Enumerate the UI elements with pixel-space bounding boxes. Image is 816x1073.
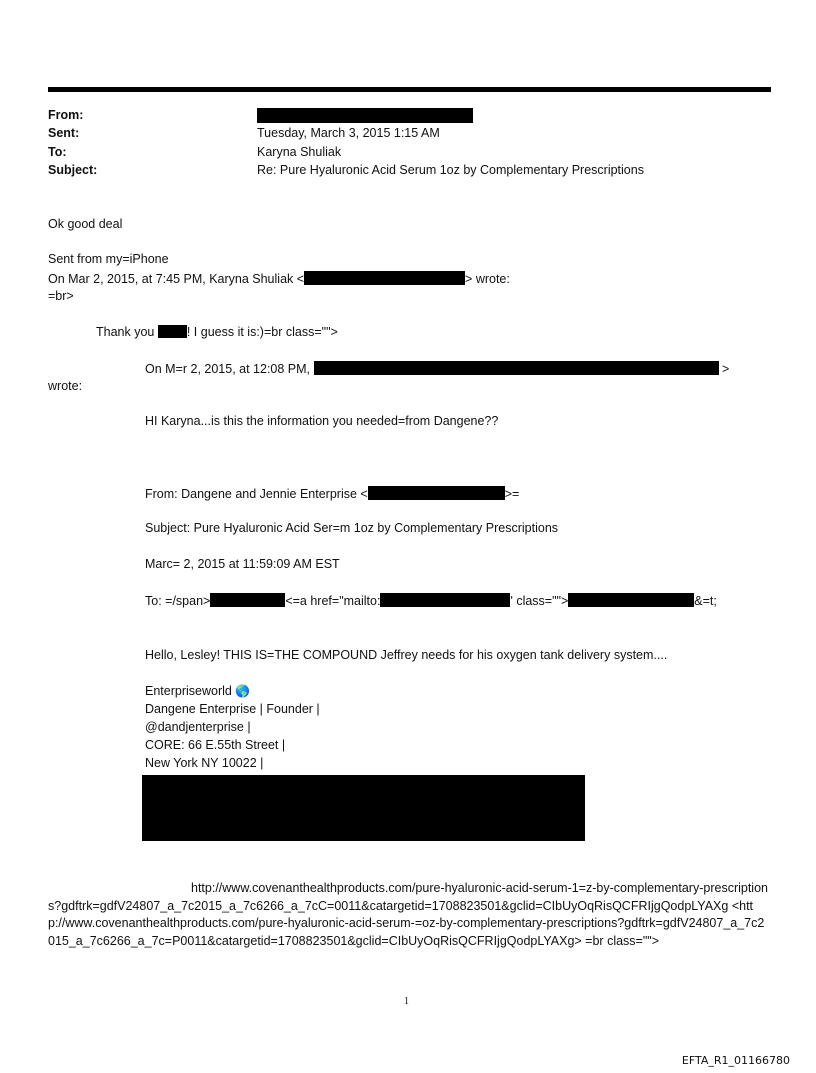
sent-value: Tuesday, March 3, 2015 1:15 AM (257, 126, 440, 140)
fwd-from-line (145, 486, 519, 501)
hello-line: Hello, Lesley! THIS IS=THE COMPOUND Jeffrey needs for his oxygen tank delivery system.... (145, 648, 668, 662)
fwd-date-line: Marc= 2, 2015 at 11:59:09 AM EST (145, 557, 340, 571)
redaction-dangene-email (368, 486, 505, 500)
signature-line-5: New York NY 10022 | (145, 756, 264, 770)
sent-from-line: Sent from my=iPhone (48, 252, 169, 266)
from-label: From: (48, 108, 84, 122)
br-line: =br> (48, 289, 74, 303)
to-value: Karyna Shuliak (257, 145, 342, 159)
header-rule (48, 87, 771, 92)
fwd-to-mid2: ' class=""> (510, 594, 569, 608)
fwd-to-mid1: <=a href="mailto: (285, 594, 381, 608)
wrote-line: wrote: (48, 379, 83, 393)
subject-label: Subject: (48, 163, 98, 177)
thanks-line (96, 325, 338, 339)
page-number: 1 (404, 996, 409, 1007)
document-id: EFTA_R1_01166780 (681, 1054, 790, 1067)
redaction-karyna-email (304, 271, 465, 285)
fwd-from-end: >= (504, 487, 520, 501)
fwd-subject-line: Subject: Pure Hyaluronic Acid Ser=m 1oz by Complementary Prescriptions (145, 521, 559, 535)
redaction-from (257, 108, 473, 123)
quote-header-2-start: On M=r 2, 2015, at 12:08 PM, (145, 362, 311, 376)
quote-header-2-end: > (722, 362, 730, 376)
url-block: http://www.covenanthealthproducts.com/pure-hyaluronic-acid-serum-1=z-by-complementary-prescriptions?gdftrk=gdfV24807_a_7c2015_a_7c6266_a_7cC=0011&catargetid=1708823501&gclid=CIbUyOqRisQCFRIjgQodpLYAXg <http://www.covenanthealthproducts.com/pure-hyaluronic-acid-serum-=oz-by-complementary-prescriptions?gdftrk=gdfV24807_a_7c2015_a_7c6266_a_7c=P0011&catargetid=1708823501&gclid=CIbUyOqRisQCFRIjgQodpLYAXg> =br class=""> (48, 881, 768, 948)
sent-label: Sent: (48, 126, 80, 140)
reply-text: Ok good deal (48, 217, 123, 231)
to-label: To: (48, 145, 67, 159)
fwd-to-line (145, 593, 717, 608)
redaction-sender (314, 361, 719, 375)
fwd-from-start: From: Dangene and Jennie Enterprise < (145, 487, 368, 501)
signature-line-4: CORE: 66 E.55th Street | (145, 738, 286, 752)
redaction-name (158, 325, 187, 338)
signature-line-2: Dangene Enterprise | Founder | (145, 702, 320, 716)
quote-header-1-end: > wrote: (465, 272, 510, 286)
redaction-block-large (142, 775, 585, 841)
quote-header-1 (48, 271, 510, 286)
signature-line-3: @dandjenterprise | (145, 720, 251, 734)
fwd-to-end: &=t; (694, 594, 717, 608)
subject-value: Re: Pure Hyaluronic Acid Serum 1oz by Complementary Prescriptions (257, 163, 644, 177)
thanks-start: Thank you (96, 325, 155, 339)
signature-company: Enterpriseworld (145, 684, 232, 698)
quote-header-2 (145, 361, 729, 376)
signature-line-1 (145, 684, 250, 698)
fwd-to-start: To: =/span> (145, 594, 211, 608)
redaction-to-1 (210, 593, 285, 607)
quote-header-1-start: On Mar 2, 2015, at 7:45 PM, Karyna Shuliak < (48, 272, 305, 286)
globe-icon: 🌎 (235, 684, 251, 698)
thanks-end: ! I guess it is:)=br class=""> (186, 325, 338, 339)
hi-karyna-line: HI Karyna...is this the information you needed=from Dangene?? (145, 414, 499, 428)
redaction-to-2 (380, 593, 510, 607)
redaction-to-3 (568, 593, 694, 607)
